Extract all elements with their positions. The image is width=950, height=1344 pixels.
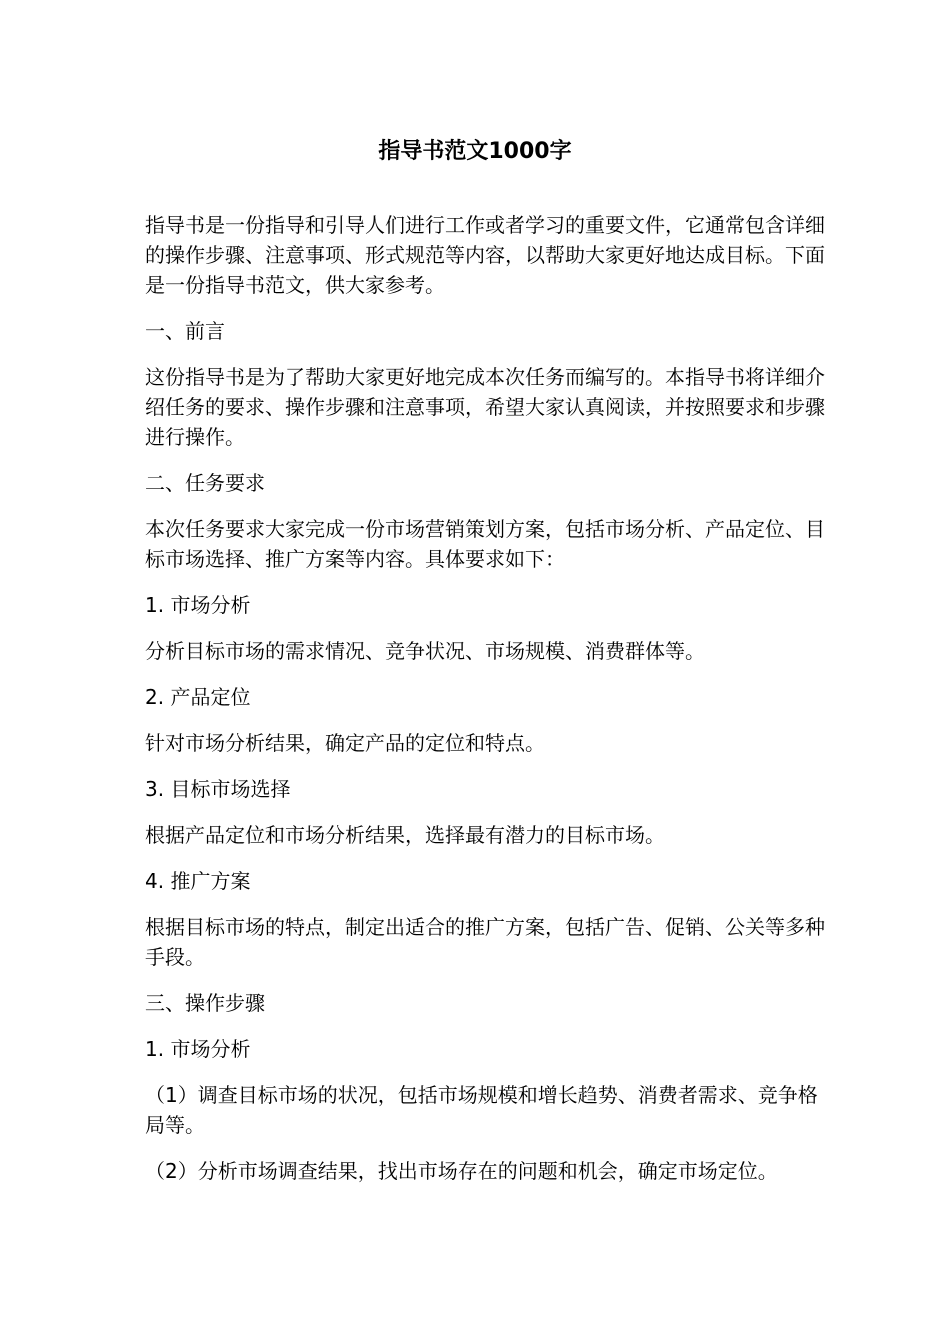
- document-title: 指导书范文1000字: [378, 139, 572, 164]
- step-item-1: （1）调查目标市场的状况，包括市场规模和增长趋势、消费者需求、竞争格局等。: [145, 1083, 818, 1137]
- market-analysis-paragraph: 分析目标市场的需求情况、竞争状况、市场规模、消费群体等。: [145, 639, 705, 663]
- subheading-promotion-plan: 4. 推广方案: [145, 869, 251, 893]
- subheading-product-positioning: 2. 产品定位: [145, 685, 251, 709]
- target-market-paragraph: 根据产品定位和市场分析结果，选择最有潜力的目标市场。: [145, 823, 665, 847]
- section-heading-preface: 一、前言: [145, 319, 225, 343]
- subheading-target-market: 3. 目标市场选择: [145, 777, 291, 801]
- step-item-2: （2）分析市场调查结果，找出市场存在的问题和机会，确定市场定位。: [145, 1159, 778, 1183]
- subheading-market-analysis: 1. 市场分析: [145, 593, 251, 617]
- section-heading-steps: 三、操作步骤: [145, 991, 265, 1015]
- intro-paragraph: 指导书是一份指导和引导人们进行工作或者学习的重要文件，它通常包含详细的操作步骤、注意事项、形式规范等内容，以帮助大家更好地达成目标。下面是一份指导书范文，供大家参考。: [145, 213, 825, 297]
- section-heading-requirements: 二、任务要求: [145, 471, 265, 495]
- requirements-paragraph: 本次任务要求大家完成一份市场营销策划方案，包括市场分析、产品定位、目标市场选择、推广方案等内容。具体要求如下：: [145, 517, 825, 571]
- product-positioning-paragraph: 针对市场分析结果，确定产品的定位和特点。: [145, 731, 545, 755]
- preface-paragraph: 这份指导书是为了帮助大家更好地完成本次任务而编写的。本指导书将详细介绍任务的要求、操作步骤和注意事项，希望大家认真阅读，并按照要求和步骤进行操作。: [145, 365, 825, 449]
- subheading-step-market-analysis: 1. 市场分析: [145, 1037, 251, 1061]
- document-body: [145, 210, 825, 1202]
- promotion-plan-paragraph: 根据目标市场的特点，制定出适合的推广方案，包括广告、促销、公关等多种手段。: [145, 915, 825, 969]
